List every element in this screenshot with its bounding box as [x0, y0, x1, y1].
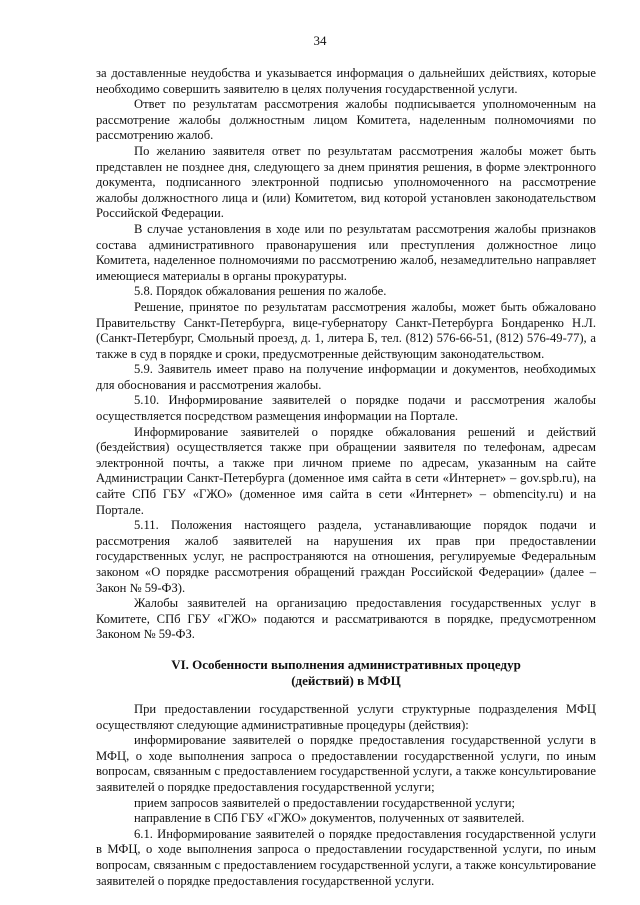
- document-body: [96, 66, 596, 889]
- paragraph-6-1: 6.1. Информирование заявителей о порядке предоставления государственной услуги в МФЦ, о ходе выполнения запроса о предоставлении государственной услуги, по иным вопросам, связанным с предоставлением государственной услуги, а также консультирование заявителей о порядке предоставления государственной услуги.: [96, 826, 596, 888]
- paragraph-5-9: 5.9. Заявитель имеет право на получение информации и документов, необходимых для обоснования и рассмотрения жалобы.: [96, 362, 596, 392]
- section-heading: [96, 657, 596, 689]
- page-number: 34: [313, 33, 327, 48]
- paragraph: направление в СПб ГБУ «ГЖО» документов, полученных от заявителей.: [134, 811, 525, 826]
- paragraph: за доставленные неудобства и указывается информация о дальнейших действиях, которые необходимо совершить заявителю в целях получения государственной услуги.: [96, 66, 596, 96]
- paragraph-5-8: 5.8. Порядок обжалования решения по жалобе.: [134, 284, 387, 299]
- paragraph: прием запросов заявителей о предоставлении государственной услуги;: [134, 795, 515, 810]
- paragraph: В случае установления в ходе или по результатам рассмотрения жалобы признаков состава административного правонарушения или преступления должностное лицо Комитета, наделенное полномочиями по рассмотрению жалоб, незамедлительно направляет имеющиеся материалы в органы прокуратуры.: [96, 221, 596, 283]
- paragraph: Информирование заявителей о порядке обжалования решений и действий (бездействия) осуществляется также при обращении заявителя по телефонам, адресам электронной почты, а также при личном приеме по адресам, указанным на сайте Администрации Санкт-Петербурга (доменное имя сайта в сети «Интернет» – gov.spb.ru), на сайте СПб ГБУ «ГЖО» (доменное имя сайта в сети «Интернет» – obmencity.ru) и на Портале.: [96, 424, 596, 517]
- paragraph: Решение, принятое по результатам рассмотрения жалобы, может быть обжаловано Правительству Санкт-Петербурга, вице-губернатору Санкт-Петербурга Бондаренко Н.Л. (Санкт-Петербург, Смольный проезд, д. 1, литера Б, тел. (812) 576-66-51, (812) 576-49-77), а также в суд в порядке и сроки, предусмотренные действующим законодательством.: [96, 299, 596, 361]
- paragraph: Ответ по результатам рассмотрения жалобы подписывается уполномоченным на рассмотрение жалобы должностным лицом Комитета, наделенным полномочиями по рассмотрению жалоб.: [96, 97, 596, 143]
- paragraph: При предоставлении государственной услуги структурные подразделения МФЦ осуществляют следующие административные процедуры (действия):: [96, 701, 596, 732]
- paragraph-5-10: 5.10. Информирование заявителей о порядке подачи и рассмотрения жалобы осуществляется посредством размещения информации на Портале.: [96, 393, 596, 424]
- paragraph-5-11: 5.11. Положения настоящего раздела, устанавливающие порядок подачи и рассмотрения жалоб заявителей на нарушения их прав при предоставлении государственных услуг, не распространяются на отношения, регулируемые Федеральным законом «О порядке рассмотрения обращений граждан Российской Федерации» (далее – Закон № 59-ФЗ).: [96, 518, 596, 595]
- section-heading-line1: VI. Особенности выполнения административных процедур: [171, 656, 521, 672]
- section-heading-line2: (действий) в МФЦ: [291, 672, 401, 688]
- paragraph: По желанию заявителя ответ по результатам рассмотрения жалобы может быть представлен не позднее дня, следующего за днем принятия решения, в форме электронного документа, подписанного электронной подписью уполномоченного на рассмотрение жалобы должностного лица и (или) Комитетом, вид которой установлен законодательством Российской Федерации.: [96, 143, 596, 221]
- paragraph: Жалобы заявителей на организацию предоставления государственных услуг в Комитете, СПб ГБУ «ГЖО» подаются и рассматриваются в порядке, предусмотренном Законом № 59-ФЗ.: [96, 596, 596, 642]
- paragraph: информирование заявителей о порядке предоставления государственной услуги в МФЦ, о ходе выполнения запроса о предоставлении государственной услуги, по иным вопросам, связанным с предоставлением государственной услуги, а также консультирование заявителей о порядке предоставления государственной услуги;: [96, 733, 596, 794]
